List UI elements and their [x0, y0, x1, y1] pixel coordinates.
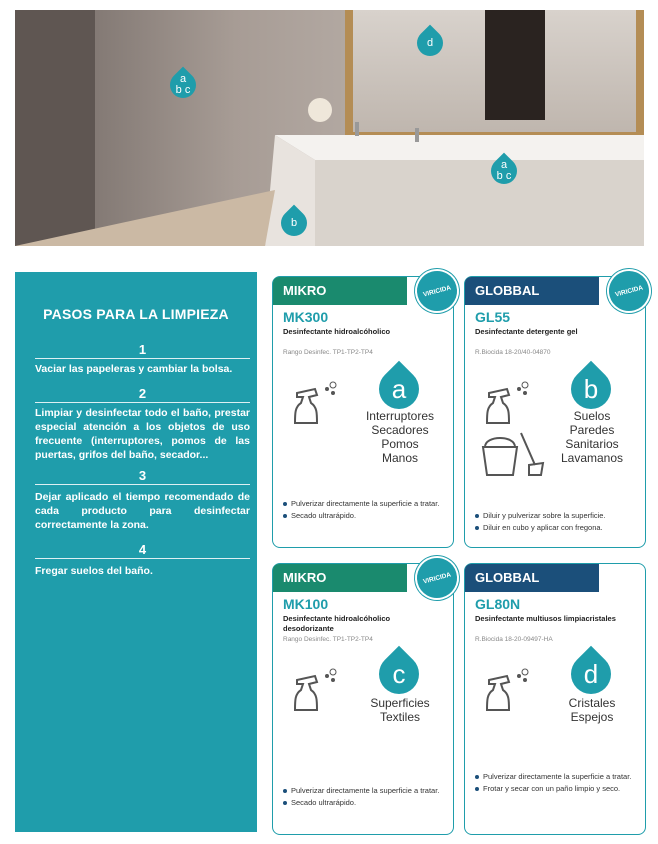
- product-registration: Rango Desinfec. TP1-TP2-TP4: [283, 636, 373, 643]
- marker-drop: a b c: [486, 153, 523, 190]
- product-card-gl55: [464, 276, 646, 548]
- bathroom-photo: [15, 10, 644, 246]
- letter-drop: a: [371, 361, 428, 418]
- step-text: Dejar aplicado el tiempo recomendado de cada producto para desinfectar correctamente la zona.: [35, 491, 250, 531]
- step-number: 1: [35, 342, 250, 359]
- bathroom-illustration: [15, 10, 644, 246]
- product-brand: MIKRO: [273, 564, 407, 592]
- cleaning-steps-panel: [15, 272, 257, 832]
- step-text: Vaciar las papeleras y cambiar la bolsa.: [35, 363, 233, 375]
- viricida-badge: VIRICIDA: [410, 264, 464, 318]
- spray-bottle-icon: [287, 660, 347, 720]
- product-description: Desinfectante hidroalcóholico desodorizante: [283, 614, 391, 633]
- letter-drop: d: [563, 646, 620, 703]
- spray-bottle-icon: [479, 373, 539, 433]
- viricida-badge: VIRICIDA: [410, 551, 464, 605]
- product-brand: GLOBBAL: [465, 277, 599, 305]
- step-number: 2: [35, 386, 250, 403]
- bucket-mop-icon: [477, 429, 547, 479]
- spray-bottle-icon: [479, 660, 539, 720]
- spray-bottle-icon: [287, 373, 347, 433]
- product-code: MK100: [283, 596, 329, 612]
- uses-list: Superficies Textiles: [370, 696, 430, 724]
- product-registration: Rango Desinfec. TP1-TP2-TP4: [283, 349, 373, 356]
- product-code: MK300: [283, 309, 329, 325]
- product-card-gl80n: [464, 563, 646, 835]
- uses-list: Suelos Paredes Sanitarios Lavamanos: [560, 409, 624, 465]
- product-card-mk100: [272, 563, 454, 835]
- marker-drop: b: [276, 205, 313, 242]
- letter-drop: b: [563, 361, 620, 418]
- marker-drop: d: [412, 25, 449, 62]
- letter-drop: c: [371, 646, 428, 703]
- bullet-list: Pulverizar directamente la superficie a tratar. Secado ultrarápido.: [283, 499, 448, 523]
- steps-title: PASOS PARA LA LIMPIEZA: [43, 306, 229, 322]
- bullet-list: Diluir y pulverizar sobre la superficie. Diluir en cubo y aplicar con fregona.: [475, 511, 640, 535]
- step-number: 3: [35, 468, 250, 485]
- step-number: 4: [35, 542, 250, 559]
- step-text: Fregar suelos del baño.: [35, 565, 153, 577]
- uses-list: Cristales Espejos: [568, 696, 616, 724]
- product-card-mk300: [272, 276, 454, 548]
- step-text: Limpiar y desinfectar todo el baño, prestar especial atención a los objetos de uso frecuente (interruptores, pomos de las puertas, grifos del baño, secador...: [35, 407, 250, 461]
- viricida-badge: VIRICIDA: [602, 264, 656, 318]
- bullet-list: Pulverizar directamente la superficie a tratar. Frotar y secar con un paño limpio y seco.: [475, 772, 640, 796]
- uses-list: Interruptores Secadores Pomos Manos: [365, 409, 435, 465]
- product-description: Desinfectante detergente gel: [475, 327, 578, 336]
- product-brand: MIKRO: [273, 277, 407, 305]
- product-code: GL55: [475, 309, 511, 325]
- product-registration: R.Biocida 18-20-09497-HA: [475, 636, 553, 643]
- product-code: GL80N: [475, 596, 521, 612]
- product-description: Desinfectante hidroalcóholico: [283, 327, 391, 336]
- product-description: Desinfectante multiusos limpiacristales: [475, 614, 616, 623]
- bullet-list: Pulverizar directamente la superficie a tratar. Secado ultrarápido.: [283, 786, 448, 810]
- product-brand: GLOBBAL: [465, 564, 599, 592]
- marker-drop: a b c: [165, 67, 202, 104]
- product-registration: R.Biocida 18-20/40-04870: [475, 349, 551, 356]
